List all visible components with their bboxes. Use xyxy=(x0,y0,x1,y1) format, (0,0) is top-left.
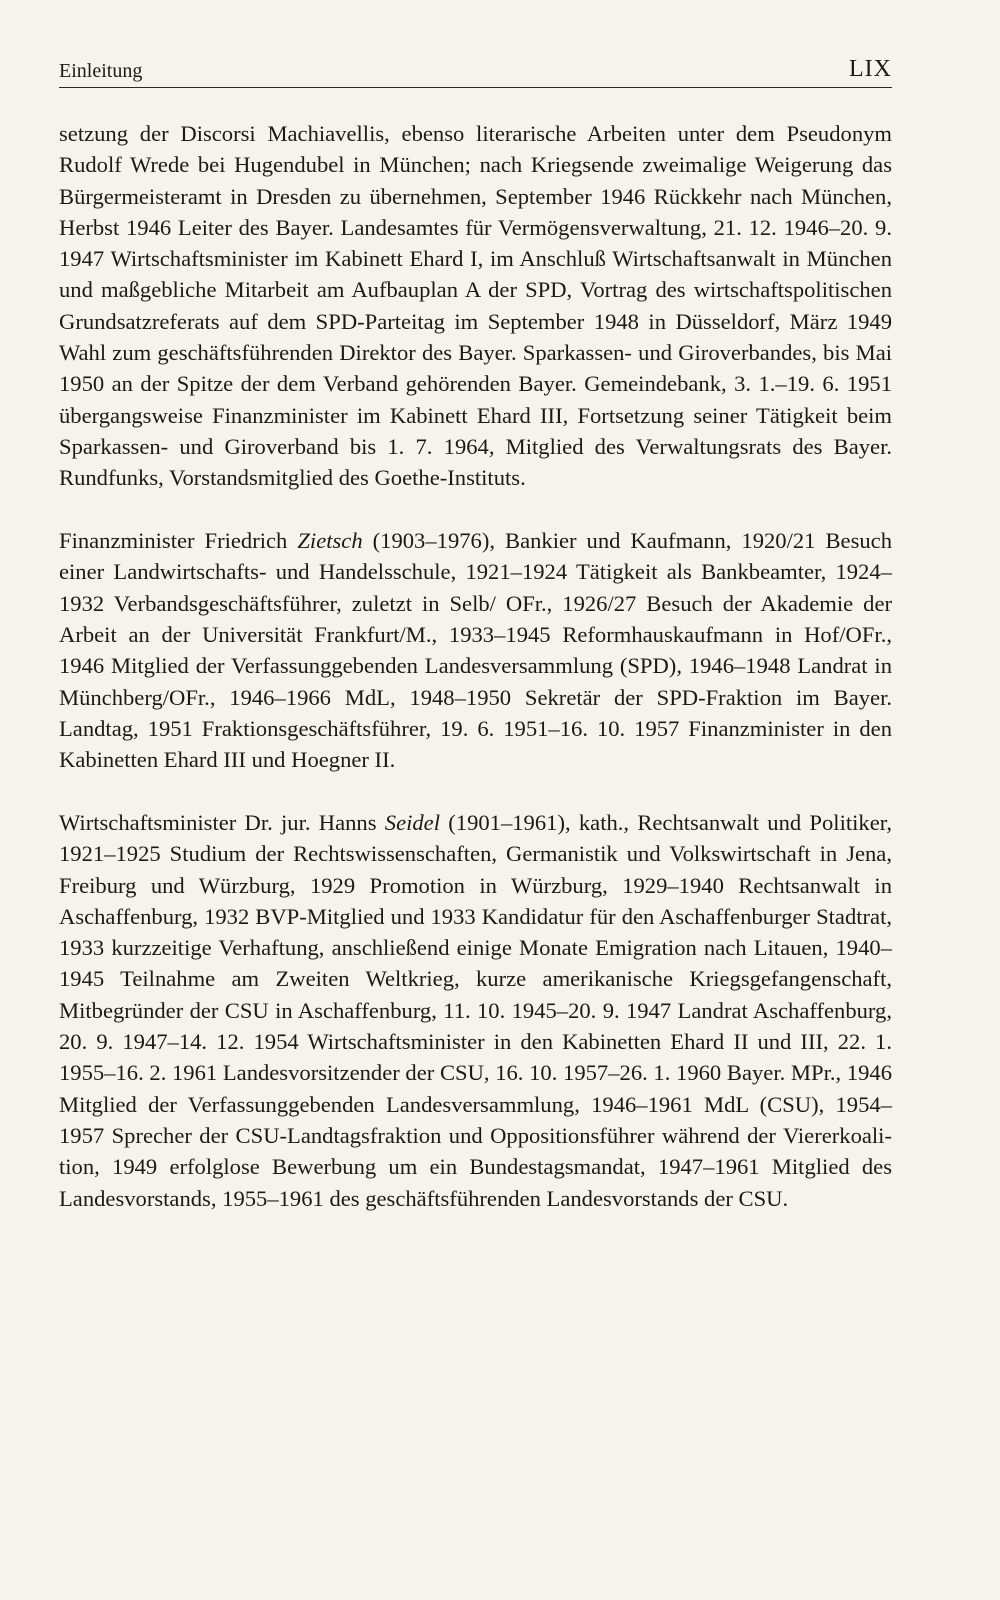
person-name: Zietsch xyxy=(297,528,363,554)
paragraph-zietsch xyxy=(59,525,892,775)
paragraph-seidel xyxy=(59,807,892,1214)
paragraph-text: (1901–1961), kath., Rechtsanwalt und Politiker, 1921–1925 Studium der Rechtswissenschaften, Germanistik und Volkswirtschaft in Jena, Freiburg und Würzburg, 1929 Promotion in Würzburg, 1929–1940 Rechtsanwalt in Aschaffenburg, 1932 BVP-Mitglied und 1933 Kandidatur für den Aschaffenburger Stadtrat, 1933 kurzzeitige Verhaftung, anschließend einige Monate Emigration nach Litauen, 1940–1945 Teilnahme am Zweiten Weltkrieg, kurze amerikanische Kriegsgefangenschaft, Mitbegründer der CSU in Aschaffenburg, 11. 10. 1945–20. 9. 1947 Landrat Aschaffenburg, 20. 9. 1947–14. 12. 1954 Wirtschaftsminister in den Kabinetten Ehard II und III, 22. 1. 1955–16. 2. 1961 Landesvorsitzender der CSU, 16. 10. 1957–26. 1. 1960 Bayer. MPr., 1946 Mitglied der Verfassunggebenden Landesversammlung, 1946–1961 MdL (CSU), 1954–1957 Sprecher der CSU-Landtagsfraktion und Oppositionsführer während der Viererkoalition, 1949 erfolglose Bewerbung um ein Bundestagsmandat, 1947–1961 Mitglied des Landesvorstands, 1955–1961 des geschäftsführenden Landesvorstands der CSU. xyxy=(59,809,892,1211)
page-number: LIX xyxy=(849,56,892,82)
section-title: Einleitung xyxy=(59,60,143,82)
person-name: Seidel xyxy=(384,809,440,835)
paragraph-lead: Finanzminister Friedrich xyxy=(59,528,298,554)
running-head xyxy=(59,54,892,88)
paragraph-text: (1903–1976), Bankier und Kaufmann, 1920/21 Besuch einer Landwirtschafts- und Handelsschule, 1921–1924 Tätigkeit als Bankbeamter, 1924–1932 Verbandsgeschäftsführer, zuletzt in Selb/ OFr., 1926/27 Besuch der Akademie der Arbeit an der Universität Frankfurt/M., 1933–1945 Reformhauskaufmann in Hof/OFr., 1946 Mitglied der Verfassunggebenden Landesversammlung (SPD), 1946–1948 Landrat in Münchberg/OFr., 1946–1966 MdL, 1948–1950 Sekretär der SPD-Fraktion im Bayer. Landtag, 1951 Fraktionsgeschäftsführer, 19. 6. 1951–16. 10. 1957 Finanzminister in den Kabinetten Ehard III und Hoegner II. xyxy=(59,528,892,773)
paragraph-continued xyxy=(59,118,892,494)
paragraph-lead: Wirtschaftsminister Dr. jur. Hanns xyxy=(59,809,385,835)
body-text xyxy=(59,118,892,1214)
paragraph-text: setzung der Discorsi Machiavellis, ebenso literarische Arbeiten unter dem Pseudonym Rudolf Wrede bei Hugendubel in München; nach Kriegsende zweimalige Weigerung das Bürgermeisteramt in Dresden zu übernehmen, September 1946 Rückkehr nach München, Herbst 1946 Leiter des Bayer. Landesamtes für Vermögensverwaltung, 21. 12. 1946–20. 9. 1947 Wirtschaftsminister im Kabinett Ehard I, im Anschluß Wirtschaftsanwalt in München und maßgebliche Mitarbeit am Aufbauplan A der SPD, Vortrag des wirtschaftspolitischen Grundsatzreferats auf dem SPD-Parteitag im September 1948 in Düsseldorf, März 1949 Wahl zum geschäftsführenden Direktor des Bayer. Sparkassen- und Giroverbandes, bis Mai 1950 an der Spitze der dem Verband gehörenden Bayer. Gemeindebank, 3. 1.–19. 6. 1951 übergangsweise Finanzminister im Kabinett Ehard III, Fortsetzung seiner Tätigkeit beim Sparkassen- und Giroverband bis 1. 7. 1964, Mitglied des Verwaltungsrats des Bayer. Rundfunks, Vorstandsmitglied des Goethe-Instituts. xyxy=(59,121,892,491)
